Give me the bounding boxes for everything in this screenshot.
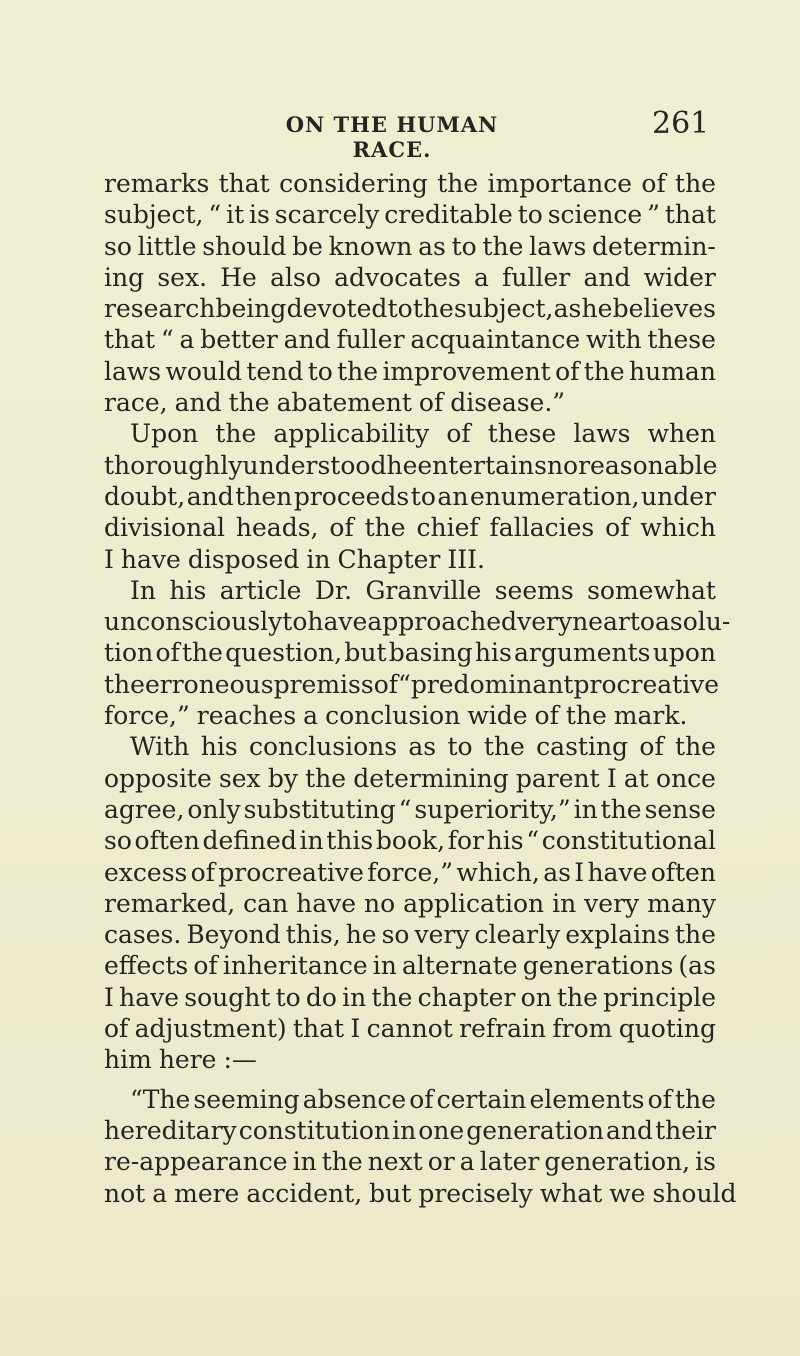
text-line: subject, “ it is scarcely creditable to science ” that <box>104 200 716 230</box>
text-line: remarks that considering the importance of the <box>104 169 716 198</box>
text-line: excess of procreative force,” which, as I have often <box>104 857 716 887</box>
text-line: thoroughly understood he entertains no reasonable <box>104 450 718 480</box>
text-line: I have sought to do in the chapter on the principle <box>104 982 716 1012</box>
text-line: of adjustment) that I cannot refrain from quoting <box>104 1014 716 1044</box>
text-line: so often defined in this book, for his “ constitutional <box>104 826 716 856</box>
text-line: that “ a better and fuller acquaintance with these <box>104 325 716 355</box>
text-line: Upon the applicability of these laws when <box>130 419 716 449</box>
text-line: With his conclusions as to the casting of the <box>130 732 716 762</box>
page-number: 261 <box>652 106 710 141</box>
text-line: tion of the question, but basing his arguments upon <box>104 638 716 668</box>
text-line: re-appearance in the next or a later generation, is <box>104 1147 716 1177</box>
text-line: effects of inheritance in alternate generations (as <box>104 951 716 981</box>
text-line: agree, only substituting “ superiority,” in the sense <box>104 794 716 824</box>
text-line: him here :— <box>104 1045 257 1075</box>
text-line: race, and the abatement of disease.” <box>104 388 566 418</box>
text-line: so little should be known as to the laws determin- <box>104 231 716 261</box>
text-line: force,” reaches a conclusion wide of the mark. <box>104 701 688 731</box>
text-line: laws would tend to the improvement of the human <box>104 356 716 386</box>
text-line: hereditary constitution in one generation and their <box>104 1115 716 1145</box>
text-line: In his article Dr. Granville seems somewhat <box>130 575 716 605</box>
text-line: cases. Beyond this, he so very clearly explains the <box>104 920 716 950</box>
text-line: remarked, can have no application in very many <box>104 888 716 918</box>
text-line: the erroneous premiss of “ predominant procreative <box>104 669 720 699</box>
running-head: ON THE HUMAN RACE. <box>285 112 499 162</box>
text-line: research being devoted to the subject, as he believes <box>104 294 716 324</box>
text-line: “The seeming absence of certain elements of the <box>130 1084 716 1114</box>
text-line: I have disposed in Chapter III. <box>104 544 485 574</box>
text-line: opposite sex by the determining parent I at once <box>104 763 716 793</box>
text-line: unconsciously to have approached very near to a solu- <box>104 607 731 637</box>
text-line: doubt, and then proceeds to an enumeration, under <box>104 481 716 511</box>
text-line: divisional heads, of the chief fallacies of which <box>104 513 716 543</box>
text-line: not a mere accident, but precisely what we should <box>104 1178 737 1208</box>
text-line: ing sex. He also advocates a fuller and wider <box>104 262 716 292</box>
body-text <box>104 168 737 1209</box>
